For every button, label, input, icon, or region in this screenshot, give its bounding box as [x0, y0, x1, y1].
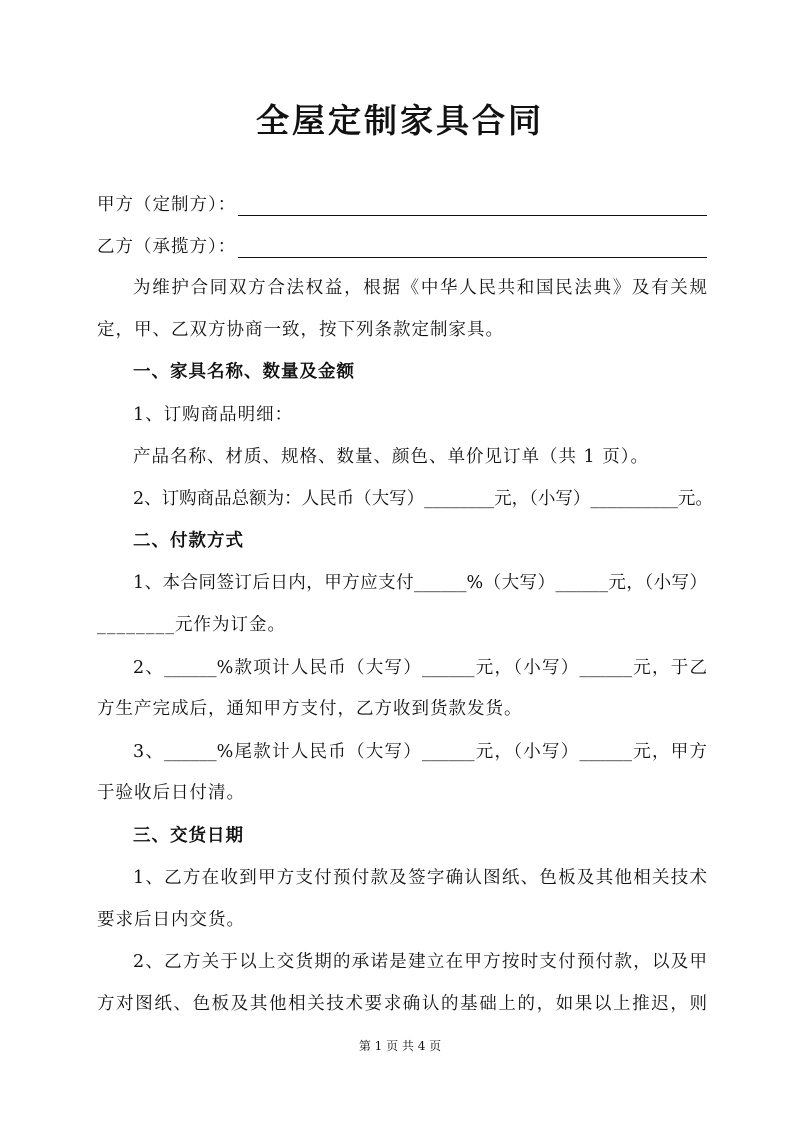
section-3-p2-line-1: 2、乙方关于以上交货期的承诺是建立在甲方按时支付预付款，以及甲: [133, 952, 707, 972]
intro-line-2: 定，甲、乙双方协商一致，按下列条款定制家具。: [97, 320, 504, 340]
page-number-footer: 第 1 页 共 4 页: [358, 1039, 442, 1053]
section-3-p1-line-2: 要求后日内交货。: [97, 910, 245, 930]
section-1-p1: 1、订购商品明细：: [133, 405, 294, 425]
section-1-heading: 一、家具名称、数量及金额: [133, 362, 355, 382]
party-b-label: 乙方（承揽方）：: [97, 237, 237, 257]
section-2-p1-line-1: 1、本合同签订后日内，甲方应支付______%（大写）______元，（小写）: [133, 573, 707, 593]
party-a-blank[interactable]: [238, 197, 707, 216]
section-3-p2-line-2: 方对图纸、色板及其他相关技术要求确认的基础上的，如果以上推迟，则: [97, 994, 707, 1014]
section-2-p1-line-2: ________元作为订金。: [97, 615, 286, 635]
document-title: 全屋定制家具合同: [256, 101, 544, 140]
party-b-field: [97, 233, 707, 258]
party-a-label: 甲方（定制方）：: [97, 195, 237, 215]
section-2-heading: 二、付款方式: [133, 531, 244, 551]
section-2-p2-line-1: 2、______%款项计人民币（大写）______元，（小写）______元，于乙: [133, 658, 707, 678]
section-2-p2-line-2: 方生产完成后，通知甲方支付，乙方收到货款发货。: [97, 699, 523, 719]
section-2-p3-line-2: 于验收后日付清。: [97, 783, 245, 803]
section-1-p2: 产品名称、材质、规格、数量、颜色、单价见订单（共 1 页）。: [133, 447, 650, 467]
intro-line-1: 为维护合同双方合法权益，根据《中华人民共和国民法典》及有关规: [133, 278, 707, 298]
section-2-p3-line-1: 3、______%尾款计人民币（大写）______元，（小写）______元，甲方: [133, 742, 707, 762]
section-1-p3: 2、订购商品总额为：人民币（大写）________元，（小写）__________元。: [133, 489, 713, 509]
party-b-blank[interactable]: [238, 239, 707, 258]
section-3-p1-line-1: 1、乙方在收到甲方支付预付款及签字确认图纸、色板及其他相关技术: [133, 868, 707, 888]
party-a-field: [97, 191, 707, 216]
section-3-heading: 三、交货日期: [133, 826, 244, 846]
